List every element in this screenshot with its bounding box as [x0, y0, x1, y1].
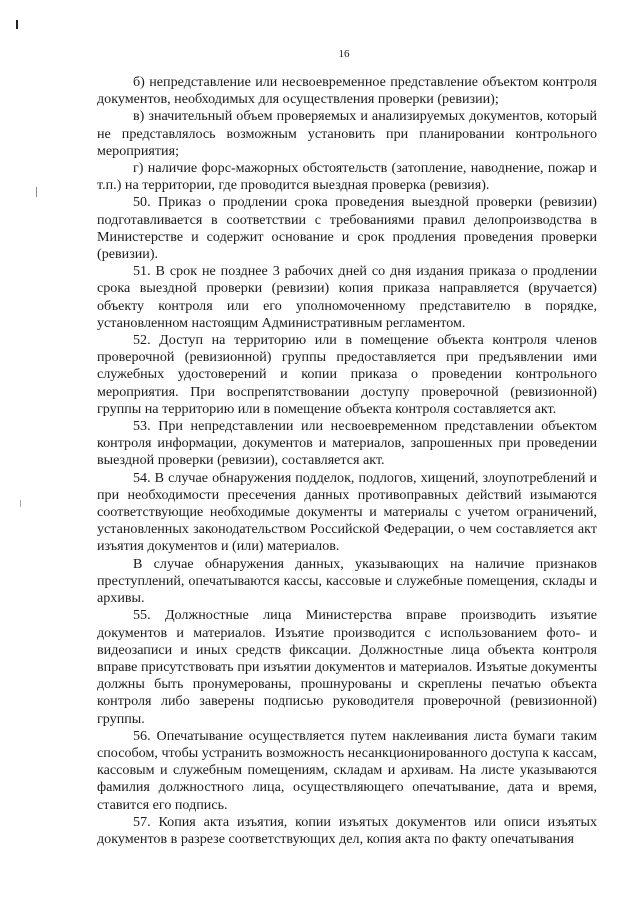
paragraph: 50. Приказ о продлении срока проведения выездной проверки (ревизии) подготавливается в соответствии с требованиями правил делопроизводства в Министерстве и содержит основание и срок продления проведения проверки (ревизии).	[97, 194, 597, 263]
paragraph: в) значительный объем проверяемых и анализируемых документов, который не представлялось возможным установить при планировании контрольного мероприятия;	[97, 108, 597, 159]
paragraph: В случае обнаружения данных, указывающих на наличие признаков преступлений, опечатываются кассы, кассовые и служебные помещения, склады и архивы.	[97, 555, 597, 607]
paragraph: 55. Должностные лица Министерства вправе производить изъятие документов и материалов. Изъятие производится с использованием фото- и видеозаписи и иных средств фиксации. Должностные лица объекта контроля вправе присутствовать при изъятии документов и материалов. Изъятые документы должны быть пронумерованы, прошнурованы и скреплены печатью объекта контроля либо заверены подписью руководителя проверочной (ревизионной) группы.	[97, 607, 597, 727]
paragraph: 51. В срок не позднее 3 рабочих дней со дня издания приказа о продлении срока выездной проверки (ревизии) копия приказа направляется (вручается) объекту контроля или его уполномоченному представителю в порядке, установленном настоящим Административным регламентом.	[97, 263, 597, 331]
paragraph: 52. Доступ на территорию или в помещение объекта контроля членов проверочной (ревизионной) группы предоставляется при предъявлении ими служебных удостоверений и копии приказа о проведении контрольного мероприятия. При воспрепятствовании доступу проверочной (ревизионной) группы на территорию или в помещение объекта контроля составляется акт.	[97, 332, 597, 417]
paragraph: б) непредставление или несвоевременное представление объектом контроля документов, необходимых для осуществления проверки (ревизии);	[97, 74, 597, 108]
paragraph: 56. Опечатывание осуществляется путем наклеивания листа бумаги таким способом, чтобы устранить возможность несанкционированного доступа к кассам, кассовым и служебным помещениям, складам и архивам. На листе указываются фамилия должностного лица, осуществляющего опечатывание, дата и время, ставится его подпись.	[97, 727, 597, 813]
page-number: 16	[338, 48, 350, 60]
paragraph: 54. В случае обнаружения подделок, подлогов, хищений, злоупотреблений и при необходимости пресечения данных противоправных действий изымаются соответствующие необходимые документы и материалы с учетом ограничений, установленных законодательством Российской Федерации, о чем составляется акт изъятия документов и (или) материалов.	[97, 469, 597, 555]
scan-artifact	[36, 187, 37, 197]
scan-artifact	[20, 500, 21, 507]
paragraph: г) наличие форс-мажорных обстоятельств (затопление, наводнение, пожар и т.п.) на территории, где проводится выездная проверка (ревизия).	[97, 160, 597, 194]
paragraph: 57. Копия акта изъятия, копии изъятых документов или описи изъятых документов в разрезе соответствующих дел, копия акта по факту опечатывания	[97, 813, 597, 847]
scan-artifact	[16, 20, 18, 29]
paragraph: 53. При непредставлении или несвоевременном представлении объектом контроля информации, документов и материалов, запрошенных при проведении выездной проверки (ревизии), составляется акт.	[97, 418, 597, 469]
document-body	[97, 74, 597, 848]
